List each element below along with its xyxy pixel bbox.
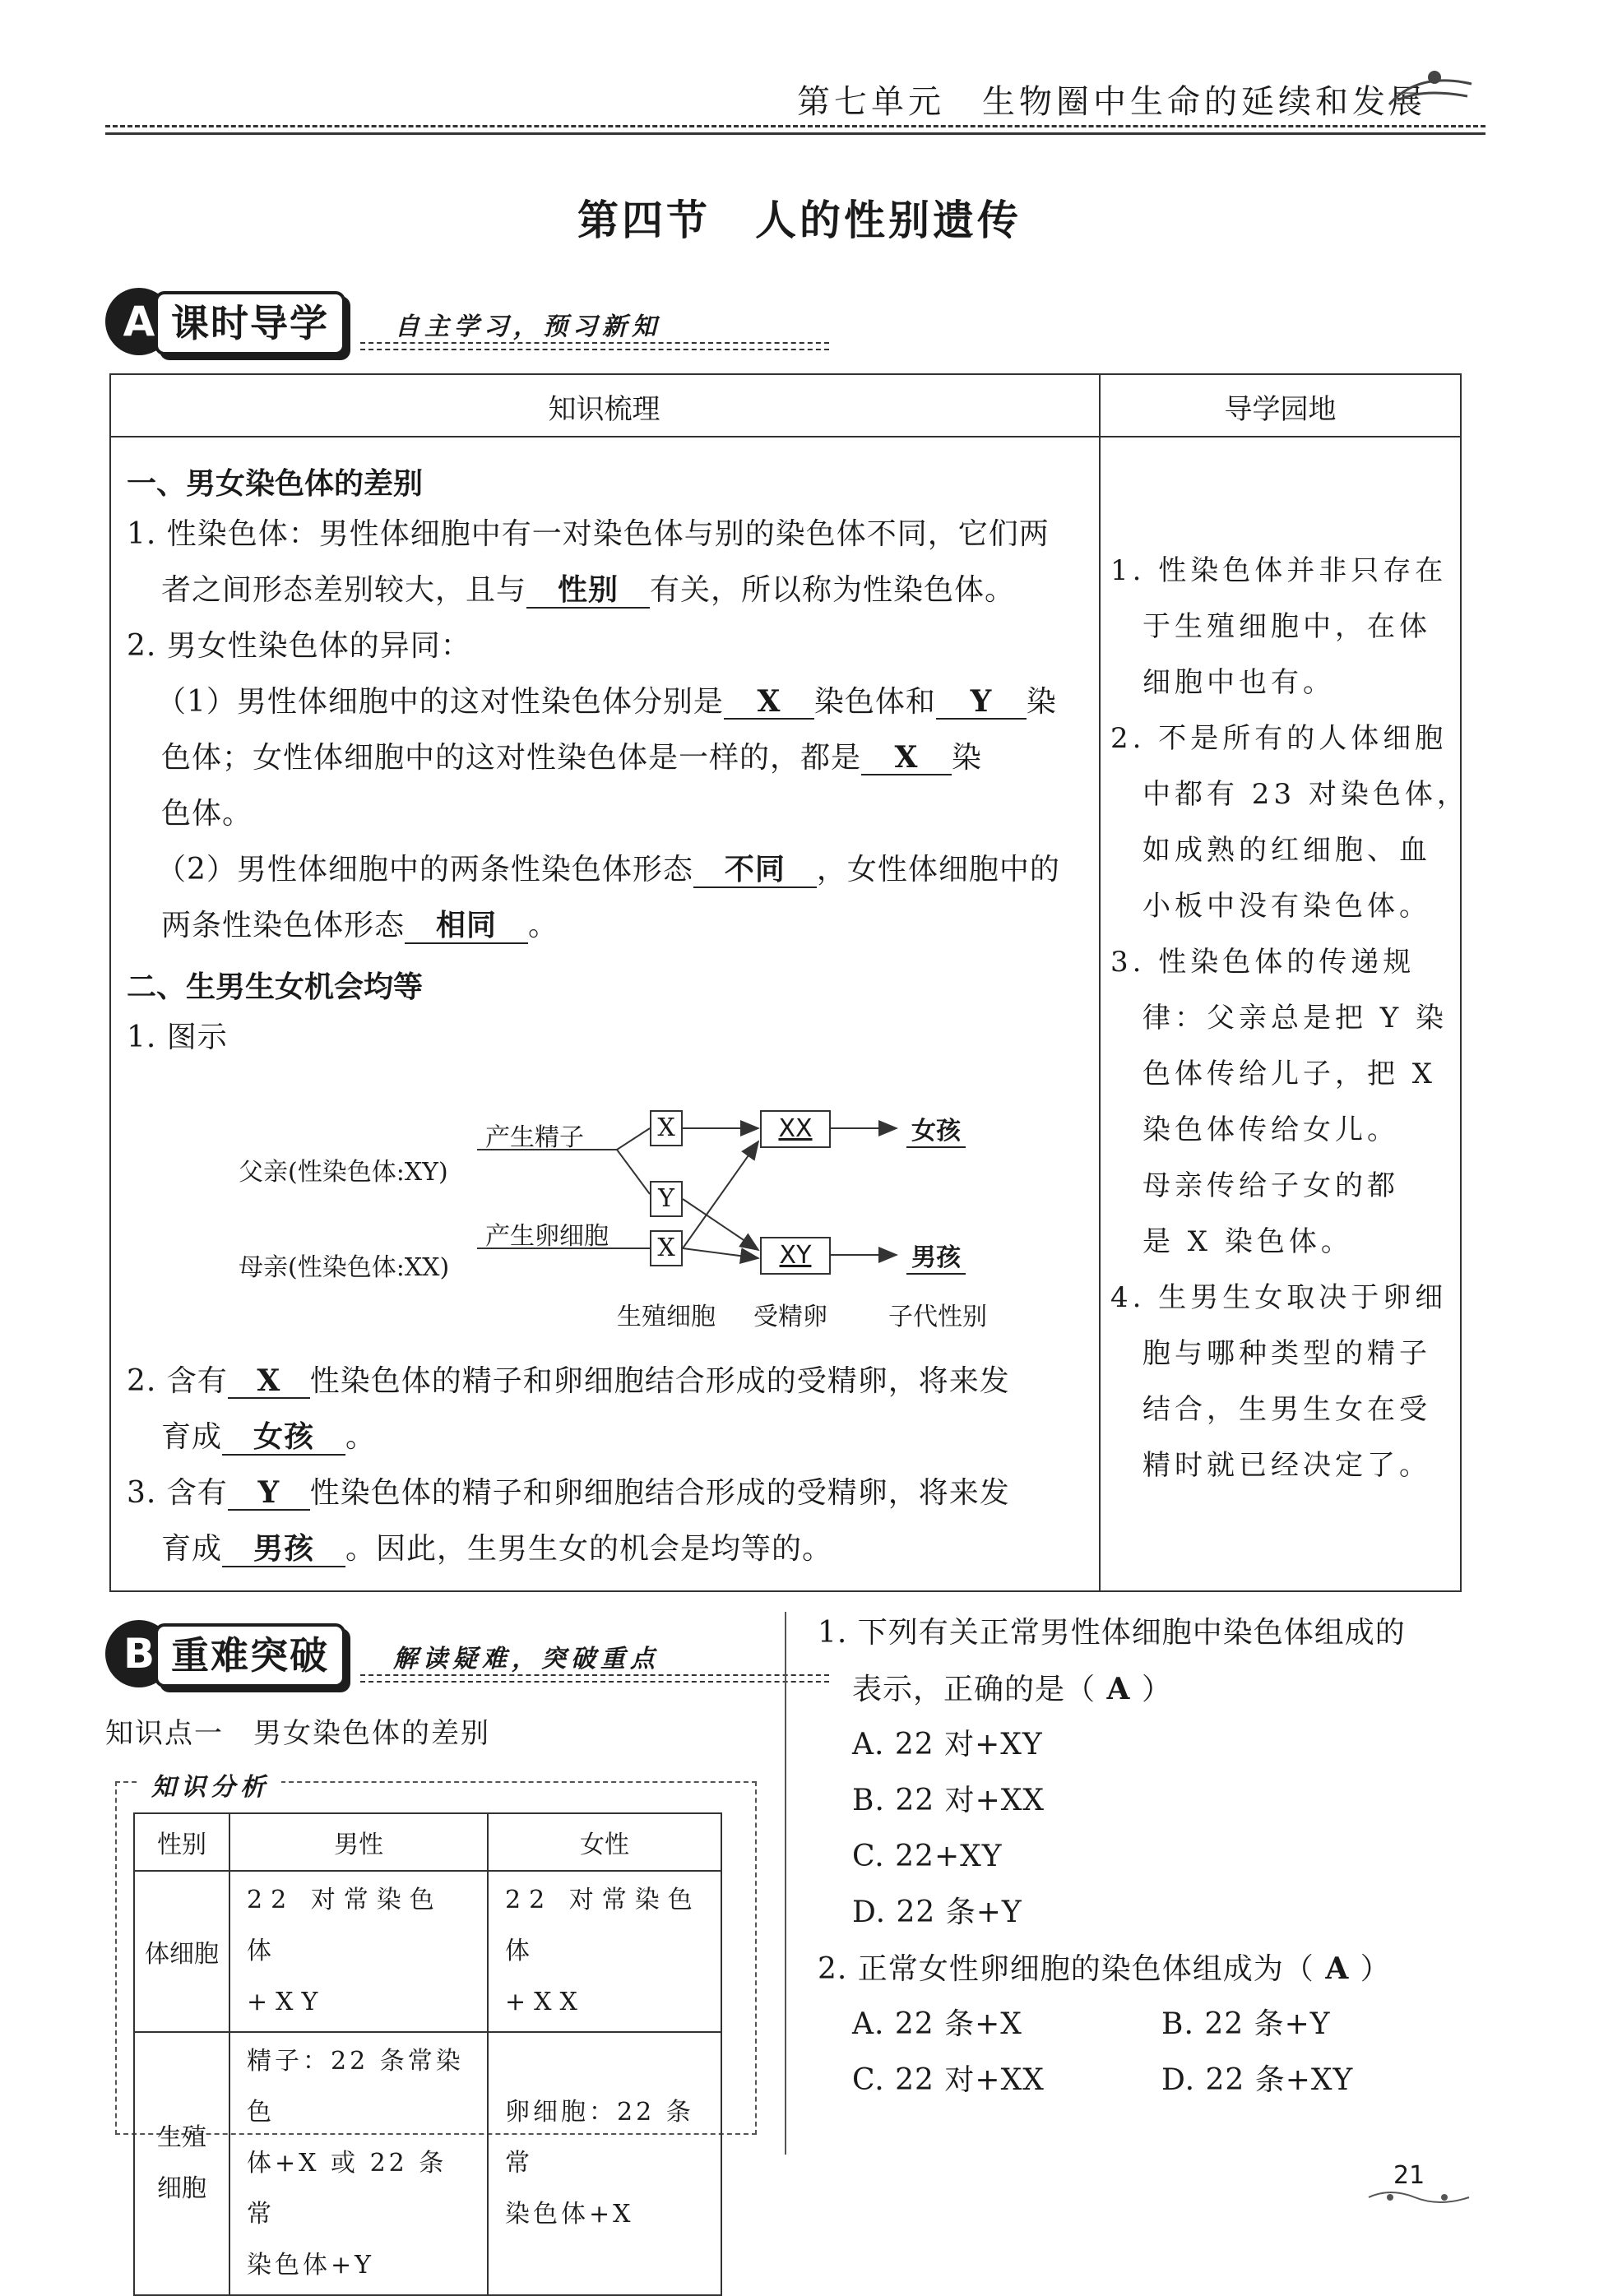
fill-blank-gender[interactable]: 性别 [526,574,650,609]
question-2-option-c[interactable]: C. 22 对+XX [852,2063,1045,2097]
item-4-line-1: 3. 含有 Y 性染色体的精子和卵细胞结合形成的受精卵，将来发 [127,1475,1010,1510]
item-2-2-line-1: （2）男性体细胞中的两条性染色体形态 不同 ，女性体细胞中的 [156,853,1060,886]
item-2-1-line-1: （1）男性体细胞中的这对性染色体分别是 X 染色体和 Y 染 [156,684,1057,719]
heading-chromosome-difference: 一、男女染色体的差别 [127,467,424,501]
question-2-option-a[interactable]: A. 22 条+X [852,2007,1022,2041]
question-2-answer[interactable]: A [1325,1951,1350,1986]
page-title: 第四节 人的性别遗传 [577,197,1022,244]
row-somatic-female: 22 对常染色体 +XX [488,1871,721,2032]
guide-line: 母亲传给子女的都 [1110,1169,1399,1202]
guide-line: 结合，生男生女在受 [1110,1393,1431,1426]
mother-label: 母亲(性染色体:XX) [239,1253,450,1282]
item-2-1-line-3: 色体。 [161,797,253,831]
offspring-boy: 男孩 [906,1237,966,1275]
guide-line: 精时就已经决定了。 [1110,1449,1431,1482]
section-b-banner [105,1620,730,1689]
item-1-line-2: 者之间形态差别较大，且与 性别 有关，所以称为性染色体。 [161,573,1016,607]
egg-label: 产生卵细胞 [485,1222,609,1251]
guide-line: 于生殖细胞中，在体 [1110,610,1431,643]
header-dashed-rule [105,125,1485,127]
question-1-stem-1: 1. 下列有关正常男性体细胞中染色体组成的 [818,1616,1406,1650]
branch-to-x [617,1128,650,1150]
question-2-option-d[interactable]: D. 22 条+XY [1161,2063,1354,2097]
guide-line: 色体传给儿子，把 X [1110,1058,1437,1090]
page-number: 21 [1393,2161,1425,2190]
section-b-dashed-rule [360,1674,829,1676]
chromosome-comparison-table [133,1812,722,2296]
guide-line: 中都有 23 对染色体， [1110,778,1469,811]
caption-gamete: 生殖细胞 [617,1303,716,1331]
section-a-subtitle: 自主学习，预习新知 [395,312,661,341]
section-b-title: 重难突破 [155,1623,345,1687]
offspring-girl: 女孩 [906,1110,966,1148]
arrow-egg-to-xy [683,1248,758,1258]
fill-blank-x-sperm[interactable]: X [228,1364,310,1399]
guide-line: 律：父亲总是把 Y 染 [1110,1002,1448,1035]
section-a-banner [105,288,730,357]
item-3-line-1: 2. 含有 X 性染色体的精子和卵细胞结合形成的受精卵，将来发 [127,1363,1010,1398]
gamete-y-sperm: Y [650,1181,683,1217]
question-1-stem-2: 表示，正确的是（ A ） [852,1661,1172,1718]
guide-line: 1. 性染色体并非只存在 [1110,554,1448,587]
guide-line: 如成熟的红细胞、血 [1110,834,1431,867]
guide-line: 小板中没有染色体。 [1110,890,1431,923]
guide-line: 染色体传给女儿。 [1110,1113,1399,1146]
row-germ-label: 生殖 细胞 [134,2032,229,2295]
footer-ornament-icon [1365,2187,1472,2207]
zygote-xx: XX [760,1110,831,1148]
item-4-line-2: 育成 男孩 。因此，生男生女的机会是均等的。 [161,1532,833,1566]
section-a-dashed-rule [360,342,829,344]
guide-line: 胞与哪种类型的精子 [1110,1337,1431,1370]
arrow-y-to-xy [683,1199,758,1250]
column-divider [785,1612,786,2155]
unit-header: 第七单元 生物圈中生命的延续和发展 [797,83,1426,121]
fill-blank-x[interactable]: X [724,685,814,720]
row-somatic-male: 22 对常染色体 +XY [229,1871,488,2032]
header-solid-rule [105,132,1485,135]
guide-notes [1110,543,1469,1493]
guide-line: 4. 生男生女取决于卵细 [1110,1281,1448,1314]
zygote-xy: XY [760,1237,831,1275]
item-1-line-1: 1. 性染色体：男性体细胞中有一对染色体与别的染色体不同，它们两 [127,517,1050,551]
table-header-divider [109,436,1462,437]
arrow-egg-to-xx [683,1141,758,1248]
section-a-title: 课时导学 [155,291,345,355]
column-header-knowledge: 知识梳理 [548,393,660,426]
branch-to-y [617,1150,650,1194]
row-somatic-label: 体细胞 [134,1871,229,2032]
question-1-option-a[interactable]: A. 22 对+XY [852,1728,1043,1761]
sperm-label: 产生精子 [485,1123,584,1152]
item-3-line-2: 育成 女孩 。 [161,1420,377,1454]
caption-zygote: 受精卵 [753,1303,827,1331]
guide-line: 是 X 染色体。 [1110,1225,1353,1258]
th-female: 女性 [488,1813,721,1871]
question-2-stem: 2. 正常女性卵细胞的染色体组成为（ A ） [818,1941,1391,1997]
item-2: 2. 男女性染色体的异同： [127,629,471,663]
table-column-divider [1099,373,1101,1592]
section-b-subtitle: 解读疑难，突破重点 [393,1645,660,1673]
section-a-dashed-rule [360,349,829,350]
knowledge-analysis-title: 知识分析 [140,1766,281,1803]
item-diagram-label: 1. 图示 [127,1021,228,1054]
fill-blank-x2[interactable]: X [861,741,952,775]
question-1-answer[interactable]: A [1106,1672,1131,1706]
fill-blank-different[interactable]: 不同 [693,854,817,888]
fill-blank-y-sperm[interactable]: Y [228,1476,310,1511]
th-male: 男性 [229,1813,488,1871]
row-germ-female: 卵细胞：22 条常 染色体+X [488,2032,721,2295]
question-1-option-c[interactable]: C. 22+XY [852,1840,1003,1873]
question-2-option-b[interactable]: B. 22 条+Y [1161,2007,1331,2041]
th-sex: 性别 [134,1813,229,1871]
guide-line: 细胞中也有。 [1110,666,1335,699]
heading-equal-chance: 二、生男生女机会均等 [127,970,424,1004]
fill-blank-same[interactable]: 相同 [405,910,528,944]
column-header-guide: 导学园地 [1224,393,1337,426]
gamete-x-egg: X [650,1230,683,1266]
section-a-letter: A [105,288,173,355]
item-2-1-line-2: 色体；女性体细胞中的这对性染色体是一样的，都是 X 染 [161,740,983,775]
caption-offspring-sex: 子代性别 [888,1303,987,1331]
row-germ-male: 精子：22 条常染色 体+X 或 22 条常 染色体+Y [229,2032,488,2295]
fill-blank-boy[interactable]: 男孩 [222,1533,345,1567]
knowledge-point-title: 知识点一 男女染色体的差别 [105,1717,490,1750]
item-2-2-line-2: 两条性染色体形态 相同 。 [161,909,559,942]
guide-line: 2. 不是所有的人体细胞 [1110,722,1448,755]
section-b-letter: B [105,1620,173,1687]
question-1-option-b[interactable]: B. 22 对+XX [852,1784,1045,1817]
question-1-option-d[interactable]: D. 22 条+Y [852,1896,1022,1929]
gamete-x-sperm: X [650,1110,683,1146]
section-b-dashed-rule [360,1681,829,1683]
fill-blank-girl[interactable]: 女孩 [222,1421,345,1456]
fill-blank-y[interactable]: Y [936,685,1027,720]
guide-line: 3. 性染色体的传递规 [1110,946,1416,979]
father-label: 父亲(性染色体:XY) [239,1158,448,1187]
inheritance-diagram [239,1102,1028,1340]
leaf-ornament-icon [1385,67,1476,117]
